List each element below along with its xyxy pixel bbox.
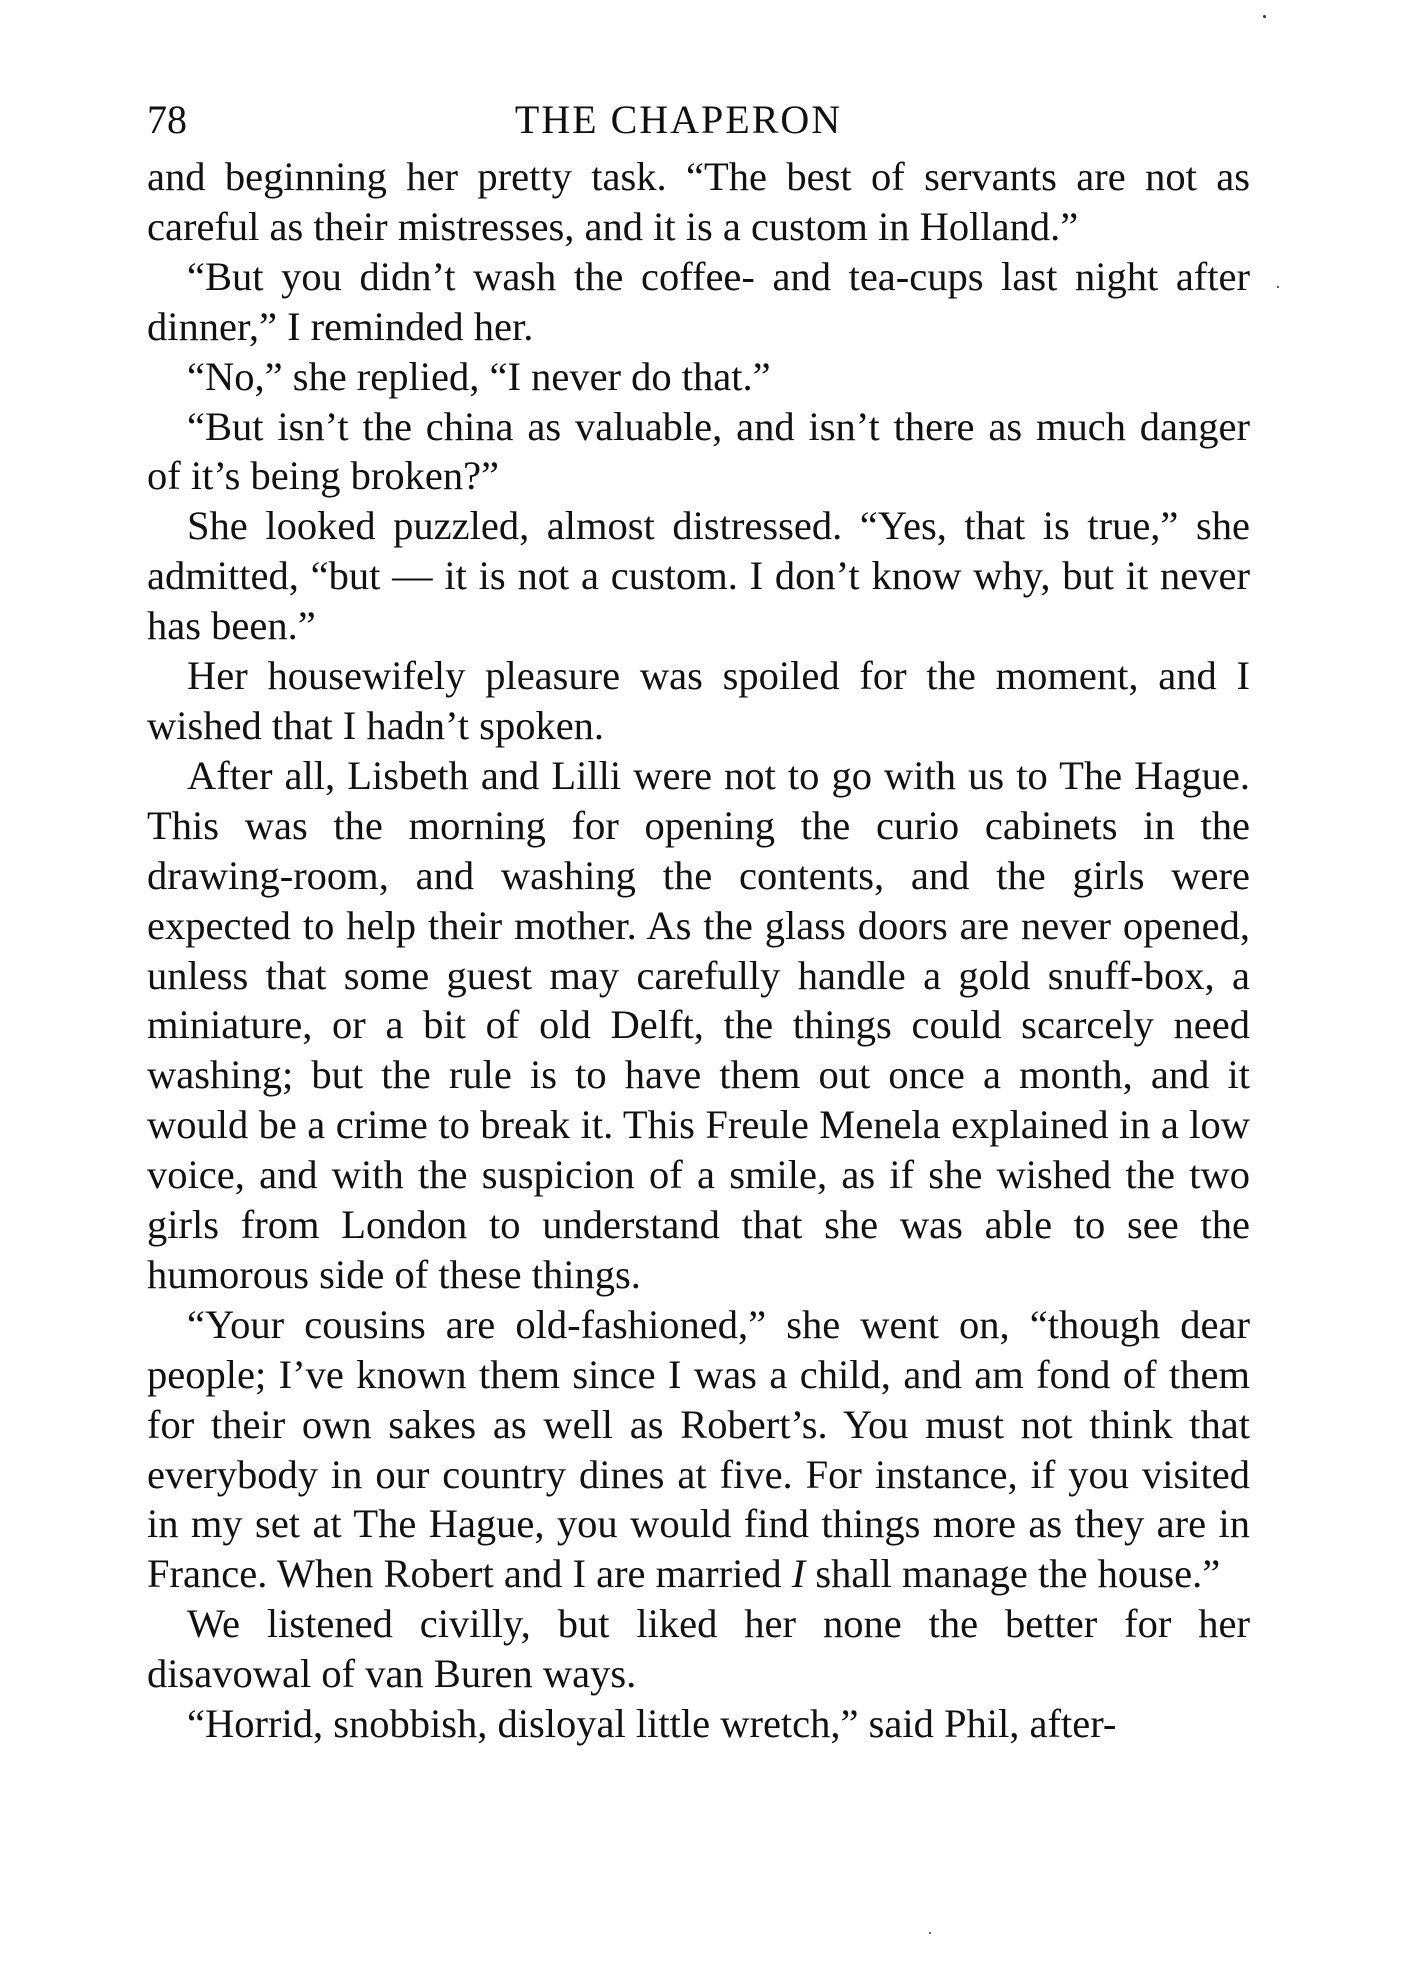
running-head — [147, 92, 1250, 148]
emphasized-word: I — [791, 1551, 806, 1597]
paragraph — [147, 1300, 1250, 1599]
paragraph-text: “Your cousins are old-fashioned,” she went on, “though dear people; I’ve known them since I was a child, and am fond of them for their own sakes as well as Robert’s. You must not think that everybody in our country dines at five. For instance, if you visited in my set at The Hague, you would find things more as they are in France. When Robert and I are married — [147, 1301, 1250, 1597]
text-body — [147, 152, 1250, 1749]
paragraph: “But you didn’t wash the coffee- and tea-cups last night after dinner,” I reminded her. — [147, 253, 1250, 349]
paragraph: After all, Lisbeth and Lilli were not to go with us to The Hague. This was the morning for opening the curio cabinets in the drawing-room, and washing the contents, and the girls were expected to help their mother. As the glass doors are never opened, unless that some guest may carefully handle a gold snuff-box, a miniature, or a bit of old Delft, the things could scarcely need washing; but the rule is to have them out once a month, and it would be a crime to break it. This Freule Menela explained in a low voice, and with the suspicion of a smile, as if she wished the two girls from London to understand that she was able to see the humorous side of these things. — [147, 752, 1250, 1297]
paragraph-continued: and beginning her pretty task. “The best of servants are not as careful as their mistresses, and it is a custom in Holland.” — [147, 154, 1250, 249]
paragraph-text: shall manage the house.” — [815, 1551, 1221, 1597]
paragraph: “No,” she replied, “I never do that.” — [187, 353, 771, 399]
paragraph: She looked puzzled, almost distressed. “Yes, that is true,” she admitted, “but — it is not a custom. I don’t know why, but it never has been.” — [147, 503, 1250, 649]
page-number: 78 — [147, 97, 187, 142]
scan-speck — [929, 1932, 931, 1934]
scan-speck — [1277, 286, 1279, 288]
paragraph: Her housewifely pleasure was spoiled for the moment, and I wished that I hadn’t spoken. — [147, 653, 1250, 748]
scan-speck — [1263, 15, 1266, 18]
book-title: THE CHAPERON — [514, 97, 843, 142]
paragraph: We listened civilly, but liked her none the better for her disavowal of van Buren ways. — [147, 1601, 1250, 1697]
paragraph: “Horrid, snobbish, disloyal little wretch,” said Phil, after- — [187, 1701, 1117, 1747]
paragraph: “But isn’t the china as valuable, and isn’t there as much danger of it’s being broken?” — [147, 403, 1250, 499]
